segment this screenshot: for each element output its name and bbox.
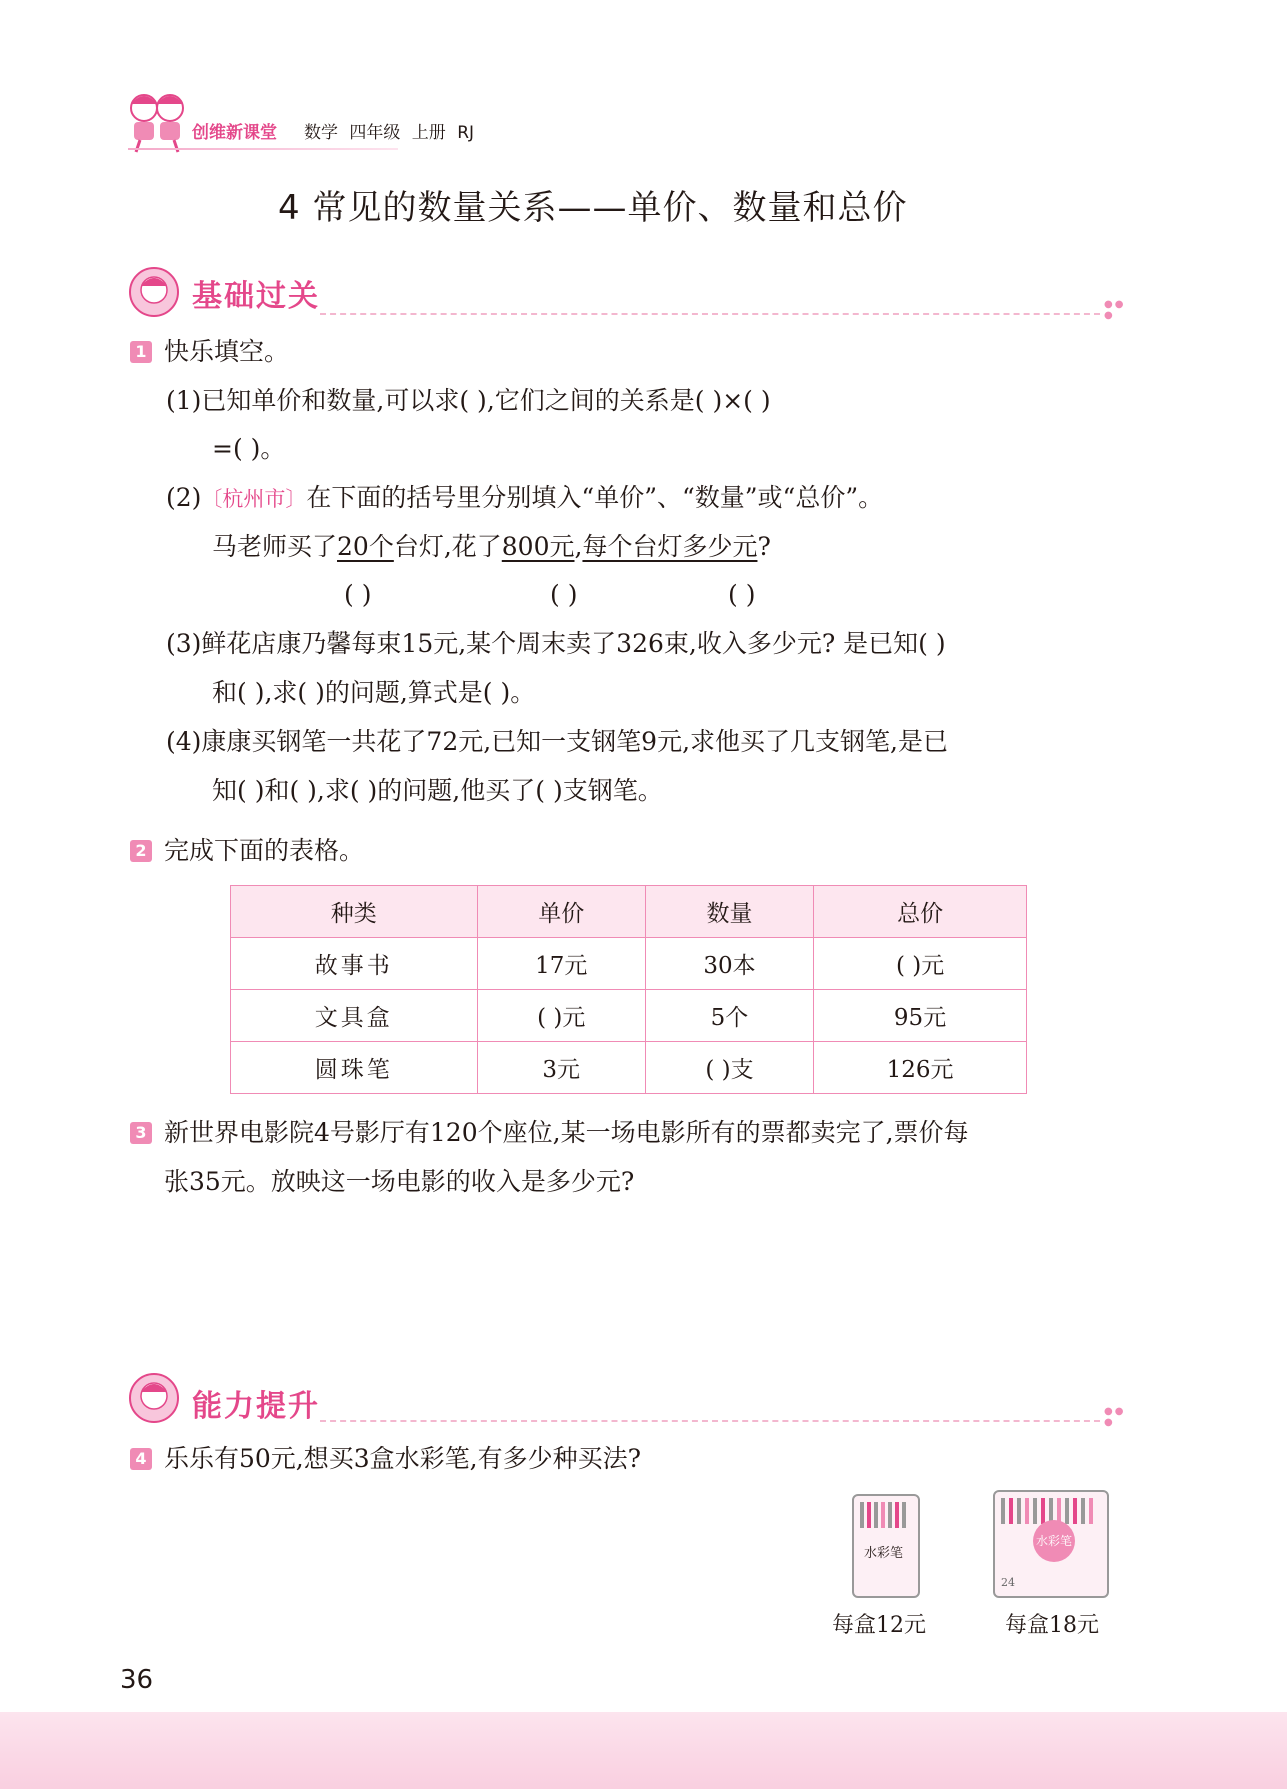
table-cell: 5个 bbox=[645, 990, 813, 1042]
q1-part4-line2: 知( )和( ),求( )的问题,他买了( )支钢笔。 bbox=[212, 776, 663, 805]
price-table bbox=[230, 885, 1027, 1094]
price-caption: 每盒18元 bbox=[1005, 1613, 1099, 1638]
q1-part3-line1: (3)鲜花店康乃馨每束15元,某个周末卖了326束,收入多少元? 是已知( ) bbox=[166, 629, 946, 658]
table-cell: 故事书 bbox=[231, 938, 478, 990]
teacher-avatar-icon bbox=[128, 1372, 186, 1424]
table-header: 种类 bbox=[231, 886, 478, 938]
q1-part2-sentence: 马老师买了20个台灯,花了800元,每个台灯多少元? bbox=[212, 532, 771, 561]
q1-part3-line2: 和( ),求( )的问题,算式是( )。 bbox=[212, 678, 536, 707]
q4-line1: 乐乐有50元,想买3盒水彩笔,有多少种买法? bbox=[164, 1444, 642, 1473]
question-number: 1 bbox=[130, 341, 152, 363]
table-cell: 文具盒 bbox=[231, 990, 478, 1042]
brand-name: 创维新课堂 bbox=[192, 123, 277, 143]
q1-part4-line1: (4)康康买钢笔一共花了72元,已知一支钢笔9元,求他买了几支钢笔,是已 bbox=[166, 727, 948, 756]
teacher-avatar-icon bbox=[128, 266, 186, 318]
question-number: 4 bbox=[130, 1448, 152, 1470]
header-kids-logo bbox=[122, 88, 194, 154]
q1-part1-line1: (1)已知单价和数量,可以求( ),它们之间的关系是( )×( ) bbox=[166, 386, 771, 415]
table-cell: 95元 bbox=[814, 990, 1027, 1042]
marker-box-label: 水彩笔 bbox=[1035, 1534, 1072, 1548]
question-number: 3 bbox=[130, 1122, 152, 1144]
section-advanced-title: 能力提升 bbox=[192, 1389, 320, 1424]
marker-box-12-image bbox=[852, 1494, 920, 1598]
price-caption: 每盒12元 bbox=[832, 1613, 926, 1638]
answer-blank[interactable]: ( ) bbox=[728, 580, 756, 609]
page-number: 36 bbox=[120, 1665, 154, 1695]
question-number: 2 bbox=[130, 840, 152, 862]
section-basic-divider bbox=[320, 313, 1100, 315]
answer-blank[interactable]: ( ) bbox=[344, 580, 372, 609]
table-cell: 17元 bbox=[477, 938, 645, 990]
section-basic-dots-icon: ●● ● bbox=[1104, 299, 1126, 321]
table-header: 数量 bbox=[645, 886, 813, 938]
table-cell: 126元 bbox=[814, 1042, 1027, 1094]
table-header-row bbox=[231, 886, 1027, 938]
marker-count-badge: 24 bbox=[1001, 1576, 1015, 1589]
table-cell-blank[interactable]: ( )元 bbox=[477, 990, 645, 1042]
q3-line1: 新世界电影院4号影厅有120个座位,某一场电影所有的票都卖完了,票价每 bbox=[164, 1118, 969, 1147]
table-cell-blank[interactable]: ( )支 bbox=[645, 1042, 813, 1094]
marker-stripes-icon bbox=[858, 1500, 914, 1530]
table-row bbox=[231, 1042, 1027, 1094]
underlined-total: 800元 bbox=[501, 532, 575, 561]
table-row bbox=[231, 938, 1027, 990]
table-cell: 30本 bbox=[645, 938, 813, 990]
header-divider bbox=[128, 148, 398, 150]
table-row bbox=[231, 990, 1027, 1042]
table-cell: 圆珠笔 bbox=[231, 1042, 478, 1094]
q3-line2: 张35元。放映这一场电影的收入是多少元? bbox=[164, 1167, 635, 1196]
question-heading: 完成下面的表格。 bbox=[164, 836, 365, 865]
underlined-unit-price: 每个台灯多少元 bbox=[582, 532, 758, 561]
section-advanced-divider bbox=[320, 1420, 1100, 1422]
section-basic-title: 基础过关 bbox=[192, 279, 320, 314]
lesson-title: 4 常见的数量关系——单价、数量和总价 bbox=[278, 188, 908, 228]
table-header: 单价 bbox=[477, 886, 645, 938]
question-heading: 快乐填空。 bbox=[164, 337, 290, 366]
q1-part1-line2: =( )。 bbox=[212, 434, 286, 463]
region-tag: 〔杭州市〕 bbox=[201, 487, 307, 511]
q1-part2-instruction: (2)〔杭州市〕在下面的括号里分别填入“单价”、“数量”或“总价”。 bbox=[166, 483, 884, 512]
page-footer-band bbox=[0, 1712, 1287, 1789]
section-advanced-dots-icon: ●● ● bbox=[1104, 1406, 1126, 1428]
underlined-quantity: 20个 bbox=[337, 532, 394, 561]
marker-box-18-image bbox=[993, 1490, 1109, 1598]
marker-box-label: 水彩笔 bbox=[864, 1546, 904, 1561]
table-cell: 3元 bbox=[477, 1042, 645, 1094]
table-header: 总价 bbox=[814, 886, 1027, 938]
answer-blank[interactable]: ( ) bbox=[550, 580, 578, 609]
subject-info: 数学 四年级 上册 RJ bbox=[304, 123, 475, 143]
table-cell-blank[interactable]: ( )元 bbox=[814, 938, 1027, 990]
